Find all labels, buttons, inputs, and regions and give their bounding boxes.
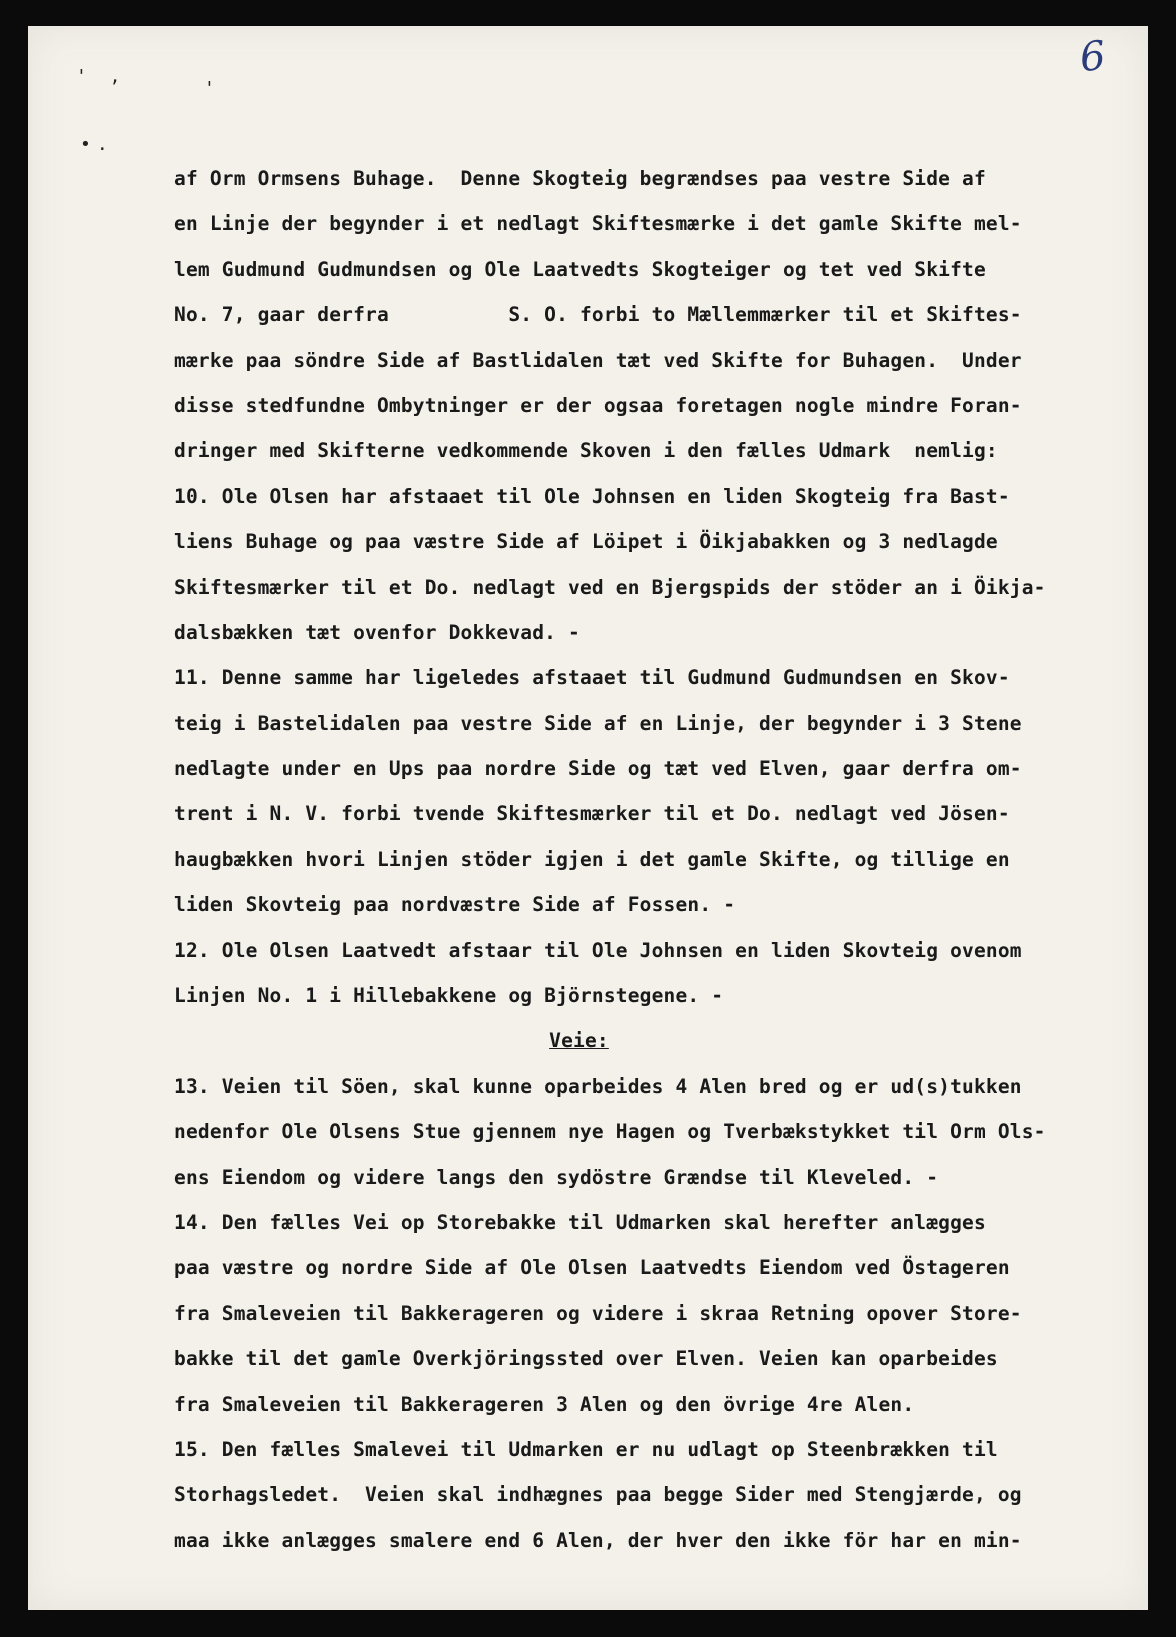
typewritten-text — [174, 156, 1134, 1563]
text-line: liden Skovteig paa nordvæstre Side af Fossen. - — [174, 893, 736, 917]
document-page — [28, 26, 1148, 1610]
text-line: 15. Den fælles Smalevei til Udmarken er nu udlagt op Steenbrækken til — [174, 1437, 998, 1461]
text-line: 13. Veien til Söen, skal kunne oparbeides 4 Alen bred og er ud(s)tukken — [174, 1074, 1022, 1098]
text-line: trent i N. V. forbi tvende Skiftesmærker til et Do. nedlagt ved Jösen- — [174, 802, 1010, 826]
text-line: teig i Bastelidalen paa vestre Side af en Linje, der begynder i 3 Stene — [174, 711, 1022, 735]
text-line: haugbækken hvori Linjen stöder igjen i det gamle Skifte, og tillige en — [174, 847, 1010, 871]
margin-mark: •. — [80, 134, 114, 155]
text-line: lem Gudmund Gudmundsen og Ole Laatvedts Skogteiger og tet ved Skifte — [174, 257, 986, 281]
text-line: Linjen No. 1 i Hillebakkene og Björnstegene. - — [174, 984, 724, 1008]
text-line: fra Smaleveien til Bakkerageren og videre i skraa Retning opover Store- — [174, 1301, 1022, 1325]
text-line: dalsbækken tæt ovenfor Dokkevad. - — [174, 620, 580, 644]
margin-mark: ' , — [76, 66, 127, 87]
text-line: liens Buhage og paa væstre Side af Löipet i Öikjabakken og 3 nedlagde — [174, 530, 998, 554]
text-line: nedlagte under en Ups paa nordre Side og tæt ved Elven, gaar derfra om- — [174, 757, 1022, 781]
text-line: nedenfor Ole Olsens Stue gjennem nye Hagen og Tverbækstykket til Orm Ols- — [174, 1120, 1046, 1144]
text-line: en Linje der begynder i et nedlagt Skiftesmærke i det gamle Skifte mel- — [174, 212, 1022, 236]
text-line: paa væstre og nordre Side af Ole Olsen Laatvedts Eiendom ved Östageren — [174, 1256, 1010, 1280]
page-number: 6 — [1077, 32, 1108, 82]
text-line: 10. Ole Olsen har afstaaet til Ole Johnsen en liden Skogteig fra Bast- — [174, 484, 1010, 508]
text-line: No. 7, gaar derfra S. O. forbi to Mællemmærker til et Skiftes- — [174, 303, 1022, 327]
text-line: ens Eiendom og videre langs den sydöstre Grændse til Kleveled. - — [174, 1165, 939, 1189]
text-line: disse stedfundne Ombytninger er der ogsaa foretagen nogle mindre Foran- — [174, 393, 1022, 417]
text-line: 11. Denne samme har ligeledes afstaaet til Gudmund Gudmundsen en Skov- — [174, 666, 1010, 690]
section-heading-veie: Veie: — [549, 1029, 609, 1053]
margin-mark: ' — [204, 78, 221, 99]
text-line: bakke til det gamle Overkjöringssted over Elven. Veien kan oparbeides — [174, 1347, 998, 1371]
text-line: mærke paa söndre Side af Bastlidalen tæt ved Skifte for Buhagen. Under — [174, 348, 1022, 372]
text-line: 14. Den fælles Vei op Storebakke til Udmarken skal herefter anlægges — [174, 1210, 986, 1234]
text-line: dringer med Skifterne vedkommende Skoven i den fælles Udmark nemlig: — [174, 439, 998, 463]
text-line: af Orm Ormsens Buhage. Denne Skogteig begrændses paa vestre Side af — [174, 167, 986, 190]
text-line: fra Smaleveien til Bakkerageren 3 Alen og den övrige 4re Alen. — [174, 1392, 915, 1416]
text-line: 12. Ole Olsen Laatvedt afstaar til Ole Johnsen en liden Skovteig ovenom — [174, 938, 1022, 962]
text-line: Skiftesmærker til et Do. nedlagt ved en Bjergspids der stöder an i Öikja- — [174, 575, 1046, 599]
text-line: Storhagsledet. Veien skal indhægnes paa begge Sider med Stengjærde, og — [174, 1483, 1022, 1507]
text-line: maa ikke anlægges smalere end 6 Alen, der hver den ikke för har en min- — [174, 1528, 1022, 1552]
